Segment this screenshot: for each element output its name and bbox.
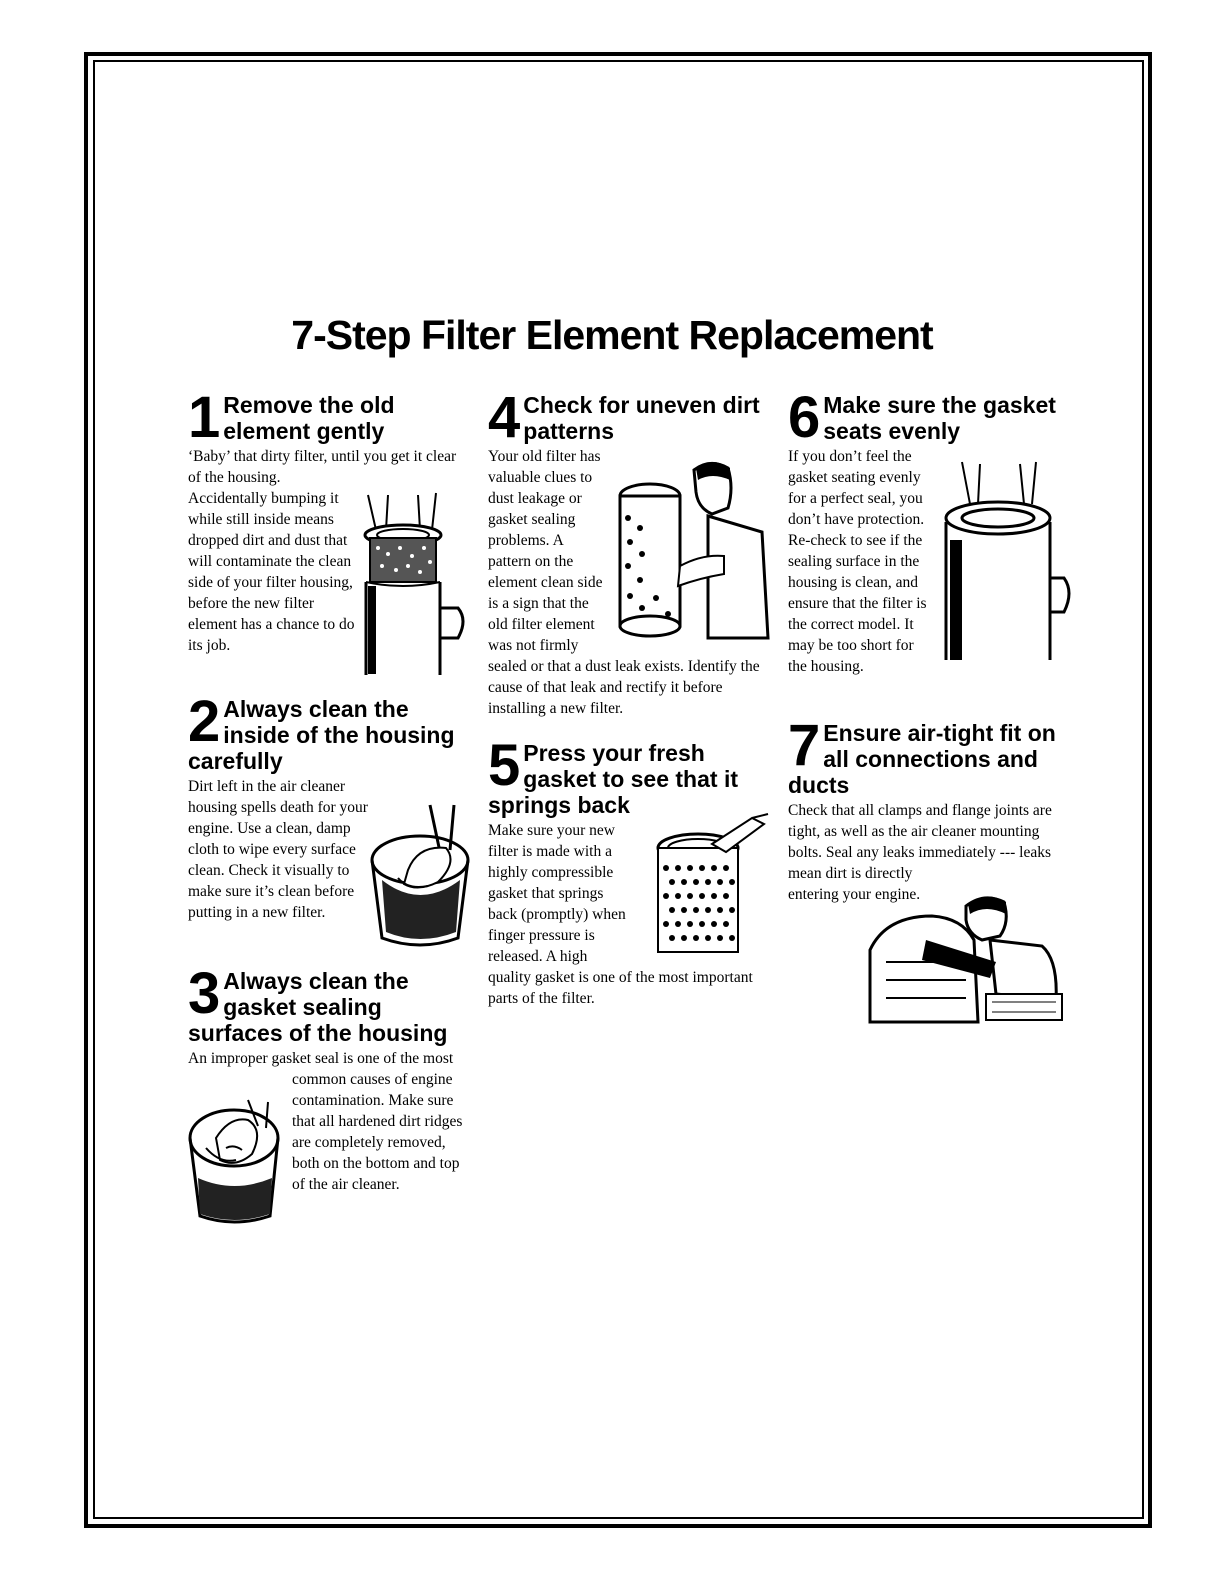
step-6-number: 6: [788, 385, 821, 450]
step-6-heading: Make sure the gasket seats evenly: [823, 392, 1056, 444]
step-2-body: Dirt left in the air cleaner housing spells death for your engine. Use a clean, damp cloth to wipe every surface clean. Check it visually to make sure it’s clean before putting in a new filter.: [188, 778, 368, 921]
step-4-heading-block: [488, 385, 766, 450]
hands-seating-filter-icon: [940, 460, 1075, 665]
step-1-body: ‘Baby’ that dirty filter, until you get it clear of the housing. Accidentally bumping it while still inside means dropped dirt and dust that will contaminate the clean side of your filter housing, before the new filter element has a chance to do its job.: [188, 448, 457, 654]
step-7-body: Check that all clamps and flange joints are tight, as well as the air cleaner mounting bolts. Seal any leaks immediately --- leaks mean dirt is directly entering your engine.: [788, 802, 1052, 903]
step-7: [788, 713, 1070, 905]
step-1-heading: Remove the old element gently: [223, 392, 395, 444]
step-2-number: 2: [188, 689, 221, 754]
hand-cleaning-gasket-icon: [186, 1098, 286, 1226]
page-title: 7-Step Filter Element Replacement: [291, 312, 933, 358]
step-7-heading-block: [788, 713, 1070, 798]
step-5-heading: Press your fresh gasket to see that it springs back: [488, 740, 738, 818]
step-5-body: Make sure your new filter is made with a highly compressible gasket that springs back (promptly) when finger pressure is released. A high quality gasket is one of the most important parts of the filter.: [488, 822, 753, 1007]
step-3-number: 3: [188, 961, 221, 1026]
step-7-number: 7: [788, 713, 821, 778]
step-3-heading-block: [188, 961, 470, 1046]
step-5-number: 5: [488, 733, 521, 798]
step-4-body: Your old filter has valuable clues to dust leakage or gasket sealing problems. A pattern on the element clean side is a sign that the old filter element was not firmly sealed or that a dust leak exists. Identify the cause of that leak and rectify it before installing a new filter.: [488, 448, 760, 717]
step-3-heading: Always clean the gasket sealing surfaces of the housing: [188, 968, 448, 1046]
step-2-heading-block: [188, 689, 473, 774]
step-5-heading-block: [488, 733, 768, 818]
finger-pressing-gasket-icon: [652, 812, 774, 960]
step-3-body: An improper gasket seal is one of the most common causes of engine contamination. Make sure that all hardened dirt ridges are completely removed, both on the bottom and top of the air cleaner.: [188, 1050, 463, 1193]
step-1-number: 1: [188, 385, 221, 450]
man-inspecting-filter-icon: [612, 458, 774, 646]
hand-wiping-housing-icon: [368, 800, 472, 948]
step-4-heading: Check for uneven dirt patterns: [523, 392, 760, 444]
step-6-body: If you don’t feel the gasket seating evenly for a perfect seal, you don’t have protection. Re-check to see if the sealing surface in the housing is clean, and ensure that the filter is the correct model. It may be too short for the housing.: [788, 448, 927, 675]
step-6-heading-block: [788, 385, 1074, 450]
step-1-heading-block: [188, 385, 463, 450]
hands-lifting-filter-icon: [358, 490, 473, 685]
step-7-heading: Ensure air-tight fit on all connections and ducts: [788, 720, 1056, 798]
step-4-number: 4: [488, 385, 521, 450]
step-2-heading: Always clean the inside of the housing carefully: [188, 696, 455, 774]
man-checking-ducts-icon: [866, 890, 1066, 1030]
